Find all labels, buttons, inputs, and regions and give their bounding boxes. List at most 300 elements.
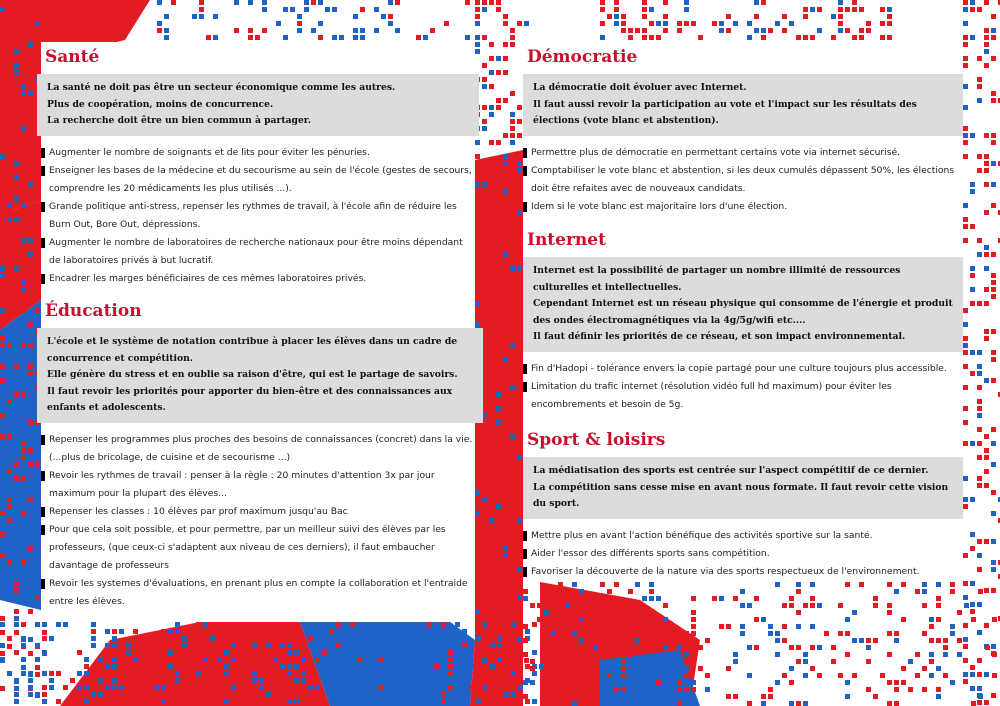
pixel (297, 14, 302, 19)
pixel (503, 350, 508, 355)
pixel (489, 84, 494, 89)
pixel (482, 182, 487, 187)
pixel (579, 589, 584, 594)
pixel (399, 685, 404, 690)
pixel (963, 595, 968, 600)
list-item: Enseigner les bases de la médecine et du secourisme au sein de l'école (gestes de secours, comprendre les 20 médicaments les plus utilisés ...). (45, 162, 475, 198)
pixel (517, 21, 522, 26)
pixel (21, 448, 26, 453)
pixel (112, 629, 117, 634)
pixel (7, 504, 12, 509)
pixel (7, 560, 12, 565)
pixel (817, 7, 822, 12)
pixel (691, 21, 696, 26)
pixel (35, 196, 40, 201)
pixel (977, 455, 982, 460)
pixel (0, 266, 5, 271)
pixel (859, 35, 864, 40)
pixel (0, 7, 5, 12)
pixel (42, 0, 47, 5)
pixel (977, 476, 982, 481)
pixel (607, 666, 612, 671)
pixel (963, 504, 968, 509)
pixel (28, 392, 33, 397)
pixel (803, 7, 808, 12)
list-item: Repenser les programmes plus proches des besoins de connaissances (concret) dans la vie. (...plus de bricolage, de cuisine et de secourisme ...) (45, 431, 475, 467)
pixel (523, 694, 528, 699)
pixel (510, 238, 515, 243)
pixel (532, 622, 537, 627)
pixel (642, 14, 647, 19)
pixel (970, 35, 975, 40)
pixel (448, 650, 453, 655)
pixel (991, 427, 996, 432)
pixel (14, 609, 19, 614)
pixel (28, 651, 33, 656)
pixel (838, 7, 843, 12)
pixel (963, 308, 968, 313)
pixel (705, 687, 710, 692)
pixel (301, 657, 306, 662)
pixel (635, 638, 640, 643)
pixel (621, 21, 626, 26)
pixel (7, 49, 12, 54)
pixel (28, 671, 33, 676)
pixel (978, 589, 983, 594)
pixel (475, 252, 480, 257)
pixel (35, 462, 40, 467)
intro-box (523, 74, 963, 136)
pixel (196, 629, 201, 634)
pixel (21, 217, 26, 222)
pixel (248, 28, 253, 33)
pixel (915, 673, 920, 678)
pixel (510, 42, 515, 47)
pixel (245, 636, 250, 641)
pixel (224, 650, 229, 655)
pixel (133, 643, 138, 648)
pixel (887, 652, 892, 657)
pixel (754, 14, 759, 19)
pixel (991, 14, 996, 19)
pixel (740, 589, 745, 594)
pixel (761, 694, 766, 699)
pixel (635, 680, 640, 685)
pixel (42, 692, 47, 697)
pixel (7, 434, 12, 439)
pixel (7, 168, 12, 173)
pixel (21, 294, 26, 299)
pixel (489, 140, 494, 145)
pixel (511, 692, 516, 697)
pixel (175, 664, 180, 669)
pixel (517, 602, 522, 607)
pixel (203, 622, 208, 627)
pixel (517, 301, 522, 306)
pixel (0, 657, 5, 662)
pixel (642, 596, 647, 601)
pixel (84, 699, 89, 704)
pixel (413, 664, 418, 669)
pixel (35, 622, 40, 627)
pixel (775, 582, 780, 587)
pixel (635, 624, 640, 629)
pixel (196, 671, 201, 676)
pixel (963, 140, 968, 145)
pixel (35, 497, 40, 502)
pixel (91, 622, 96, 627)
list-item: Pour que cela soit possible, et pour permettre, par un meilleur suivi des élèves par les professeurs, (que ceux-ci s'adaptent aux niveau de ces derniers), il faut embaucher davantage de professeurs (45, 521, 475, 575)
pixel (304, 7, 309, 12)
pixel (600, 582, 605, 587)
list-item: Limitation du trafic internet (résolution vidéo full hd maximum) pour éviter les encombrements et besoin de 5g. (527, 378, 963, 414)
pixel (600, 624, 605, 629)
pixel (14, 175, 19, 180)
pixel (112, 643, 117, 648)
pixel (489, 357, 494, 362)
pixel (517, 518, 522, 523)
pixel (503, 441, 508, 446)
pixel (392, 643, 397, 648)
pixel (733, 694, 738, 699)
pixel (740, 631, 745, 636)
pixel (600, 7, 605, 12)
pixel (510, 280, 515, 285)
pixel (551, 624, 556, 629)
pixel (360, 35, 365, 40)
pixel (503, 427, 508, 432)
pixel (558, 694, 563, 699)
pixel (525, 699, 530, 704)
pixel (551, 694, 556, 699)
pixel (496, 56, 501, 61)
pixel (469, 685, 474, 690)
pixel (315, 685, 320, 690)
pixel (0, 14, 5, 19)
pixel (970, 371, 975, 376)
pixel (388, 14, 393, 19)
pixel (628, 652, 633, 657)
pixel (796, 701, 801, 706)
pixel (887, 14, 892, 19)
pixel (343, 678, 348, 683)
pixel (635, 610, 640, 615)
pixel (977, 385, 982, 390)
pixel (831, 659, 836, 664)
pixel (614, 617, 619, 622)
pixel (649, 35, 654, 40)
pixel (963, 63, 968, 68)
pixel (532, 699, 537, 704)
pixel (441, 629, 446, 634)
pixel (510, 126, 515, 131)
pixel (14, 692, 19, 697)
pixel (957, 610, 962, 615)
pixel (517, 378, 522, 383)
pixel (684, 21, 689, 26)
pixel (663, 645, 668, 650)
pixel (963, 7, 968, 12)
pixel (572, 652, 577, 657)
pixel (984, 434, 989, 439)
pixel (510, 392, 515, 397)
pixel (803, 701, 808, 706)
pixel (0, 434, 5, 439)
pixel (803, 14, 808, 19)
pixel (465, 0, 470, 5)
pixel (378, 671, 383, 676)
pixel (0, 497, 5, 502)
pixel (252, 678, 257, 683)
pixel (656, 596, 661, 601)
pixel (0, 343, 5, 348)
pixel (936, 603, 941, 608)
pixel (810, 582, 815, 587)
pixel (607, 645, 612, 650)
pixel (510, 539, 515, 544)
pixel (984, 154, 989, 159)
pixel (691, 617, 696, 622)
pixel (448, 685, 453, 690)
pixel (21, 238, 26, 243)
pixel (747, 21, 752, 26)
pixel (517, 168, 522, 173)
pixel (189, 650, 194, 655)
pixel (175, 678, 180, 683)
pixel (963, 217, 968, 222)
pixel (726, 666, 731, 671)
pixel (684, 631, 689, 636)
pixel (977, 7, 982, 12)
pixel (35, 448, 40, 453)
pixel (963, 84, 968, 89)
pixel (475, 441, 480, 446)
pixel (991, 133, 996, 138)
pixel (496, 672, 501, 677)
intro-line: Il faut définir les priorités de ce réseau, et son impact environnemental. (533, 331, 906, 342)
pixel (970, 273, 975, 278)
pixel (614, 701, 619, 706)
pixel (510, 686, 515, 691)
pixel (119, 664, 124, 669)
pixel (496, 581, 501, 586)
pixel (970, 224, 975, 229)
pixel (0, 175, 5, 180)
pixel (977, 350, 982, 355)
pixel (510, 434, 515, 439)
pixel (600, 21, 605, 26)
pixel (984, 210, 989, 215)
pixel (866, 21, 871, 26)
pixel (761, 701, 766, 706)
list-item: Augmenter le nombre de soignants et de lits pour éviter les pénuries. (45, 144, 475, 162)
pixel (406, 622, 411, 627)
pixel (35, 182, 40, 187)
pixel (984, 182, 989, 187)
pixel (489, 238, 494, 243)
pixel (475, 546, 480, 551)
pixel (684, 652, 689, 657)
pixel (475, 616, 480, 621)
pixel (726, 14, 731, 19)
pixel (991, 203, 996, 208)
pixel (970, 665, 975, 670)
pixel (558, 680, 563, 685)
pixel (7, 399, 12, 404)
pixel (586, 617, 591, 622)
pixel (565, 631, 570, 636)
pixel (14, 392, 19, 397)
pixel (984, 539, 989, 544)
pixel (635, 645, 640, 650)
pixel (14, 699, 19, 704)
pixel (489, 70, 494, 75)
pixel (475, 238, 480, 243)
pixel (503, 406, 508, 411)
pixel (510, 329, 515, 334)
pixel (475, 469, 480, 474)
pixel (991, 693, 996, 698)
pixel (14, 189, 19, 194)
pixel (691, 610, 696, 615)
pixel (517, 119, 522, 124)
pixel (977, 406, 982, 411)
pixel (406, 629, 411, 634)
pixel (565, 610, 570, 615)
pixel (817, 603, 822, 608)
pixel (754, 28, 759, 33)
pixel (684, 638, 689, 643)
pixel (712, 596, 717, 601)
pixel (374, 28, 379, 33)
pixel (28, 322, 33, 327)
pixel (845, 582, 850, 587)
pixel (510, 413, 515, 418)
pixel (0, 112, 5, 117)
pixel (496, 182, 501, 187)
pixel (496, 70, 501, 75)
pixel (496, 574, 501, 579)
pixel (168, 629, 173, 634)
pixel (852, 0, 857, 5)
pixel (21, 511, 26, 516)
pixel (517, 567, 522, 572)
pixel (21, 231, 26, 236)
pixel (308, 643, 313, 648)
intro-line: Elle génère du stress et en oublie sa raison d'être, qui est le partage de savoirs. (47, 369, 458, 380)
pixel (199, 7, 204, 12)
pixel (754, 617, 759, 622)
pixel (28, 560, 33, 565)
pixel (475, 210, 480, 215)
pixel (957, 652, 962, 657)
pixel (28, 504, 33, 509)
pixel (490, 650, 495, 655)
pixel (523, 638, 528, 643)
pixel (35, 567, 40, 572)
pixel (126, 650, 131, 655)
pixel (287, 650, 292, 655)
pixel (0, 630, 5, 635)
pixel (28, 685, 33, 690)
pixel (803, 652, 808, 657)
pixel (482, 119, 487, 124)
list-item: Idem si le vote blanc est majoritaire lors d'une élection. (527, 198, 963, 216)
intro-line: Plus de coopération, moins de concurrence. (47, 98, 274, 110)
pixel (963, 420, 968, 425)
pixel (0, 245, 5, 250)
pixel (977, 672, 982, 677)
pixel (28, 413, 33, 418)
pixel (14, 308, 19, 313)
pixel (677, 28, 682, 33)
intro-line: La santé ne doit pas être un secteur économique comme les autres. (47, 82, 396, 93)
pixel (754, 0, 759, 5)
pixel (991, 378, 996, 383)
list-item: Augmenter le nombre de laboratoires de recherche nationaux pour être moins dépendant de laboratoires privés à but lucratif. (45, 234, 475, 270)
pixel (782, 624, 787, 629)
pixel (866, 659, 871, 664)
pixel (14, 622, 19, 627)
pixel (21, 42, 26, 47)
pixel (7, 343, 12, 348)
pixel (329, 629, 334, 634)
pixel (803, 673, 808, 678)
pixel (7, 0, 12, 5)
pixel (607, 14, 612, 19)
intro-line: La compétition sans cesse mise en avant nous formate. Il faut revoir cette vision du sport. (533, 481, 949, 509)
pixel (14, 105, 19, 110)
intro-line: La recherche doit être un bien commun à partager. (47, 115, 311, 126)
section-title: Sport & loisirs (527, 430, 666, 450)
pixel (503, 539, 508, 544)
pixel (517, 210, 522, 215)
pixel (482, 567, 487, 572)
pixel (84, 664, 89, 669)
pixel (399, 657, 404, 662)
list-item: Comptabiliser le vote blanc et abstention, si les deux cumulés dépassent 50%, les élections doit être refaites avec de nouveaux candidats. (527, 162, 963, 198)
pixel (977, 252, 982, 257)
pixel (489, 616, 494, 621)
pixel (922, 687, 927, 692)
pixel (234, 0, 239, 5)
pixel (475, 308, 480, 313)
pixel (28, 420, 33, 425)
pixel (963, 637, 968, 642)
pixel (503, 133, 508, 138)
pixel (318, 0, 323, 5)
pixel (984, 35, 989, 40)
pixel (943, 652, 948, 657)
pixel (684, 0, 689, 5)
pixel (199, 14, 204, 19)
pixel (392, 692, 397, 697)
pixel (719, 28, 724, 33)
pixel (7, 497, 12, 502)
pixel (91, 692, 96, 697)
pixel (483, 685, 488, 690)
pixel (308, 636, 313, 641)
pixel (894, 701, 899, 706)
pixel (691, 680, 696, 685)
pixel (510, 616, 515, 621)
pixel (28, 252, 33, 257)
pixel (266, 643, 271, 648)
pixel (475, 322, 480, 327)
pixel (395, 0, 400, 5)
section-democratie (523, 46, 963, 216)
pixel (482, 455, 487, 460)
